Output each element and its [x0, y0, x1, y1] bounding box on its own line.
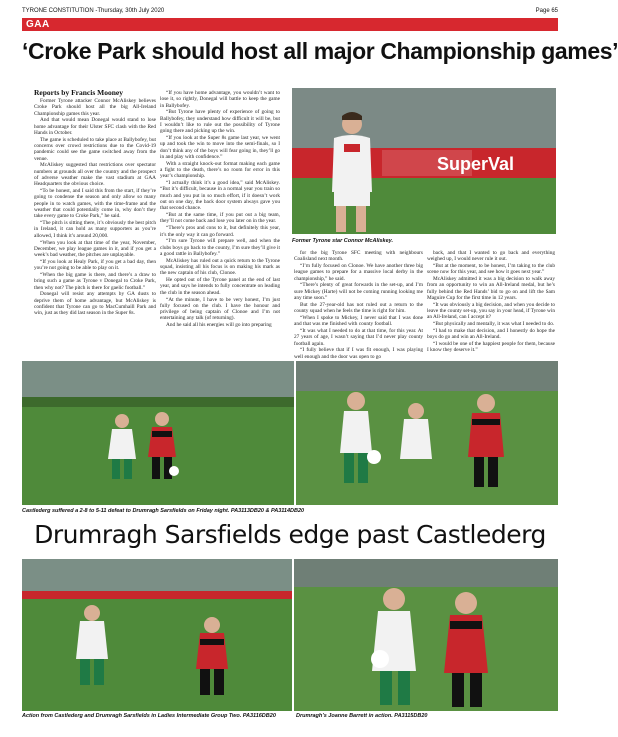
- paragraph: “If you look at Healy Park, if you get a bad day, then you’re not going to be able to play on it.: [34, 258, 156, 272]
- drumragh-photo-caption: Action from Castlederg and Drumragh Sarsfields in Ladies Intermediate Group Two. PA3116DB20: [22, 713, 276, 719]
- paragraph: McAliskey has ruled out a quick return to the Tyrone squad, insisting all his focus is on making his mark as the new captain of his club, Clonoe.: [160, 257, 280, 277]
- paragraph: “When I spoke to Mickey, I never said that I was done and that was me finished with county football.: [294, 314, 423, 328]
- paragraph: “If you look at the Super 8s game last year, we went up and took the win to move into the semi-finals, so I don’t think any of the boys will fear going in, they’ll go in and play with confidence.”: [160, 135, 280, 160]
- paragraph: “I’m sure Tyrone will prepare well, and when the clubs boys go back to the county, I’m sure they’ll give it a good rattle in Ballybofey.”: [160, 238, 280, 257]
- paragraph: “To be honest, and I said this from the start, if they’re going to condense the season and only allow so many people in to watch games, with the time-frame and the weather that could potentially come in, why don’t they take every game to Croke Park,” he said.: [34, 188, 156, 220]
- castlederg-action-photo-2: [296, 361, 558, 505]
- castlederg-action-photo-1: [22, 361, 294, 505]
- masthead: [22, 8, 558, 18]
- paragraph: Former Tyrone attacker Connor McAliskey believes Croke Park should host all the big All-Ireland Championship games this year.: [34, 98, 156, 117]
- paragraph: “If you have home advantage, you wouldn’t want to lose it, so rightly, Donegal will battle to keep the game in Ballybofey.: [160, 90, 280, 109]
- paragraph: “It was obviously a big decision, and when you decide to leave the county set-up, you say in your head, if Tyrone win an All-Ireland, can I accept it?: [427, 301, 555, 321]
- paragraph: But the 27-year-old has not ruled out a return to the county squad when he feels the time is right for him.: [294, 301, 423, 315]
- article1-column-1: [34, 98, 156, 352]
- paragraph: “When you look at that time of the year, November, December, we play league games in it, and if you get a week’s bad weather, the pitches are unplayable.: [34, 239, 156, 259]
- paragraph: And he said all his energies will go into preparing: [166, 322, 272, 329]
- article1-byline: Reports by Francis Mooney: [34, 88, 123, 97]
- paragraph: “I actually think it’s a good idea,” said McAliskey. “But it’s difficult, because in a normal year you train so much and you put in so much effort, if it doesn’t work out on one day, the back door system always gave you that second chance.: [160, 180, 280, 212]
- football-icon: [367, 450, 381, 464]
- drumragh-action-photo: [22, 559, 292, 711]
- paragraph: “The pitch is sitting there, it’s obviously the best pitch in Ireland, it can hold as many supporters as you’re allowed, I think it’s around 20,000.: [34, 220, 156, 239]
- mcaliskey-photo-caption: Former Tyrone star Connor McAliskey.: [292, 238, 394, 244]
- paragraph: “But at the same time, if you put out a big team, they’ll not come back and lose you later on in the year.: [160, 212, 280, 225]
- paragraph: “There’s plenty of great forwards in the set-up, and I’m sure Mickey (Harte) will not be coming running looking me any time soon.”: [294, 282, 423, 302]
- publication-line: TYRONE CONSTITUTION -Thursday, 30th July 2020: [22, 8, 165, 14]
- paragraph: “When the big game is there, and there’s a draw to bring such a game as Tyrone v Donegal to Croke Park, then why not? The pitch is there for gaelic football.”: [34, 272, 156, 291]
- paragraph: for the big Tyrone SFC meeting with neighbours Coalisland next month.: [294, 250, 423, 263]
- paragraph: “I fully believe that if I was fit enough, I was playing well enough and the door was open to go: [294, 347, 423, 360]
- article1-column-2: [160, 90, 280, 352]
- paragraph: “But at the moment, to be honest, I’m taking to the club scene now for this year, and see how it goes next year.”: [427, 263, 555, 276]
- football-icon: [169, 466, 179, 476]
- paragraph: Donegal will resist any attempts by GA dusts to deprive them of home advantage, but McAliskey is confident that Tyrone can go to MacCumhaill Park and win, just as they did last season in the Super 8s.: [34, 291, 156, 317]
- page-number: Page 65: [535, 8, 558, 14]
- paragraph: “I would be one of the happiest people for them, because I know they deserve it.”: [427, 341, 555, 354]
- banner-text: SuperVal: [437, 154, 515, 174]
- paragraph: The game is scheduled to take place at Ballybofey, but concerns over crowd restrictions due to the Covid-19 pandemic could see the game switched away from the venue.: [34, 136, 156, 162]
- paragraph: “There’s pros and cons to it, but definitely this year, it’s the only way it can go forward.: [160, 225, 280, 238]
- paragraph: He opted out of the Tyrone panel at the end of last year, and says he intends to fully concentrate on leading the club in the season ahead.: [160, 277, 280, 296]
- paragraph: McAliskey suggested that restrictions over spectator numbers at grounds all over the country and the prospect of adverse weather make the vast stadium at GAA Headquarters the obvious choice.: [34, 162, 156, 188]
- paragraph: And that would mean Donegal would stand to lose home advantage for their Ulster SFC clash with the Red Hands in October.: [34, 117, 156, 136]
- paragraph: “It was what I needed to do at that time, for this year. At 27 years of age, I wasn’t saying that I’d never play county football again.: [294, 328, 423, 347]
- paragraph: “But physically and mentally, it was what I needed to do.: [433, 321, 555, 328]
- barrett-photo-caption: Drumragh’s Joanne Barrett in action. PA3115DB20: [296, 713, 428, 719]
- paragraph: With a straight knock-out format making each game a fight to the death, there’s no room for error in this year’s championship.: [160, 160, 280, 180]
- article1-headline: ‘Croke Park should host all major Championship games’: [22, 38, 618, 64]
- paragraph: “I’m fully focused on Clonoe. We have another three big league games to prepare for a massive local derby in the championship,” he said.: [294, 263, 423, 282]
- paragraph: “But Tyrone have plenty of experience of going to Ballybofey, they understand how difficult it will be, but I wouldn’t like to rule out the possibility of Tyrone going there and picking up the win.: [160, 109, 280, 135]
- barrett-action-photo: [294, 559, 558, 711]
- paragraph: McAliskey admitted it was a big decision to walk away from an opportunity to win an All-Ireland medal, but he’s fully behind the Red Hands’ bid to go on and lift the Sam Maguire Cup for the first time in 12 years.: [427, 276, 555, 302]
- paragraph: “I had to make that decision, and I honestly do hope the boys do go and win an All-Ireland.: [427, 328, 555, 341]
- paragraph: back, and that I wanted to go back and everything weighed up, I would never rule it out.: [427, 250, 555, 263]
- article1-column-3: [294, 250, 423, 360]
- section-label: GAA: [26, 19, 50, 30]
- middle-photo-caption: Castlederg suffered a 2-8 to 5-11 defeat to Drumragh Sarsfields on Friday night. PA3113DB20 & PA3114DB20: [22, 508, 305, 514]
- article2-headline: Drumragh Sarsfields edge past Castlederg: [34, 520, 546, 549]
- section-banner: [22, 18, 558, 31]
- article1-column-4: [427, 250, 555, 352]
- mcaliskey-photo: [292, 88, 556, 234]
- paragraph: “At the minute, I have to be very honest, I’m just fully focused on the club. I have the honour and privilege of being captain of Clonoe and I’m not entertaining any talk (of returning).: [160, 296, 280, 322]
- football-icon: [371, 650, 389, 668]
